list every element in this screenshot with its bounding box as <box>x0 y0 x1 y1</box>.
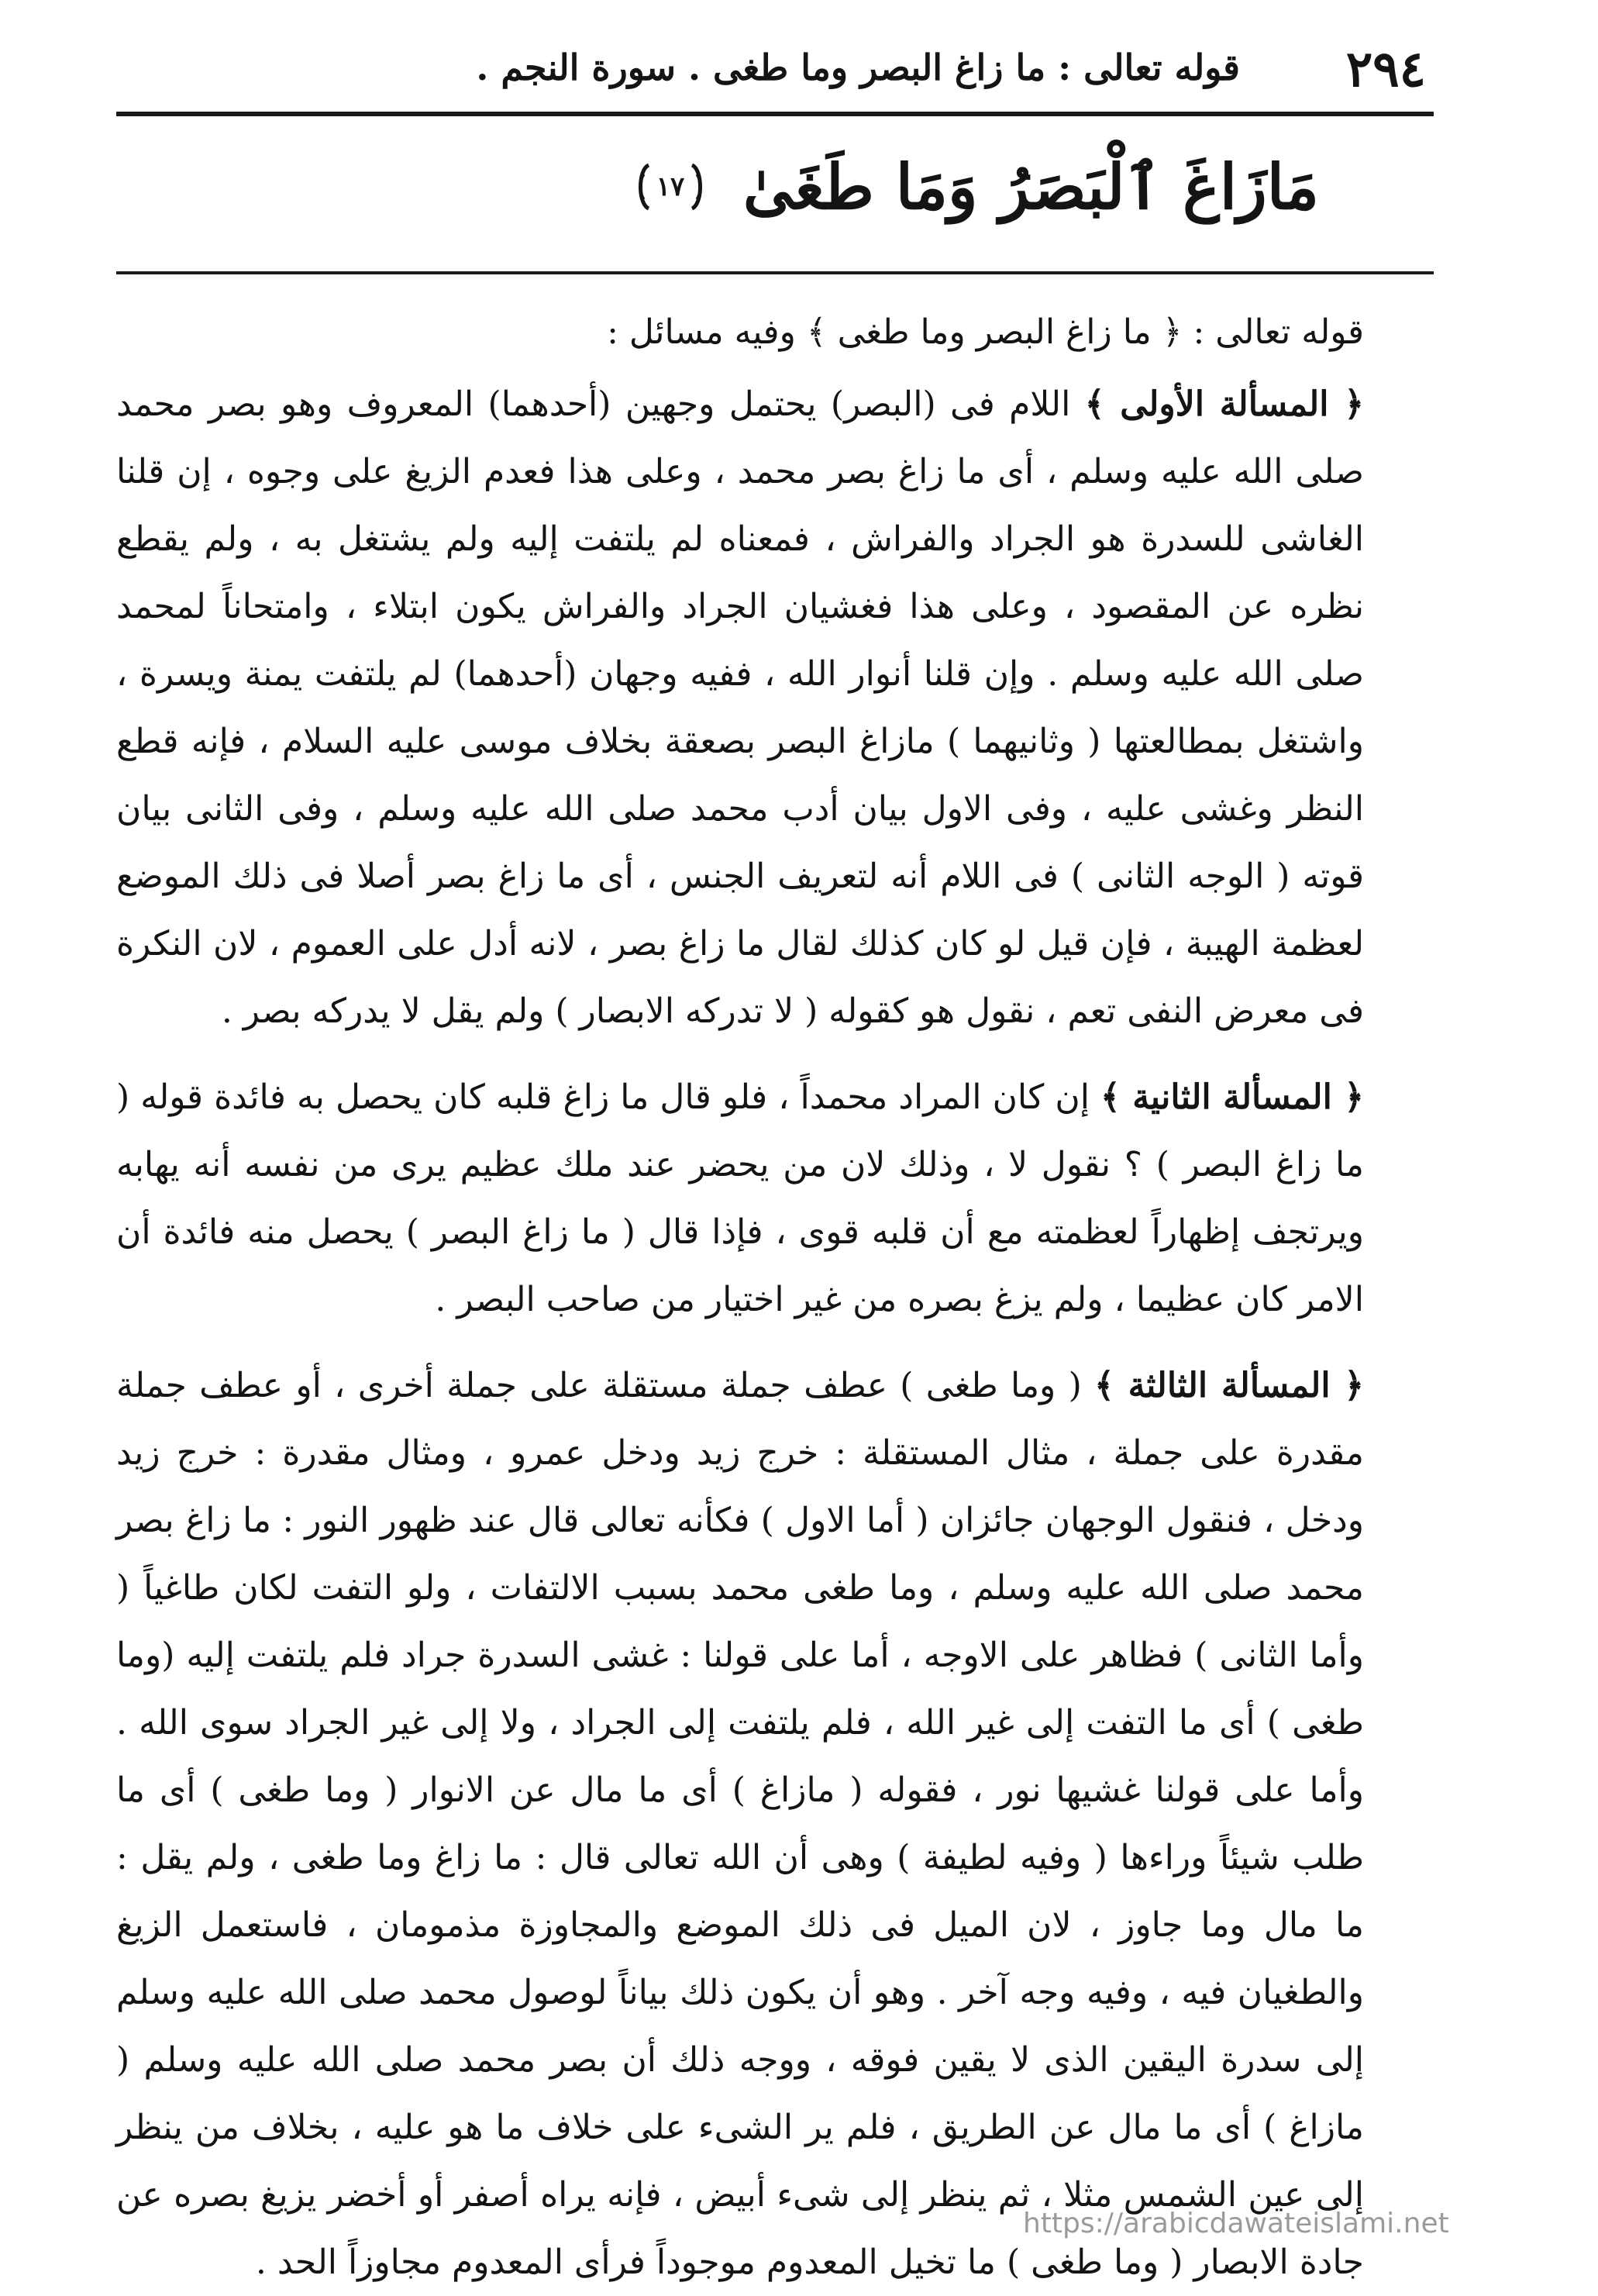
running-title: قوله تعالى : ما زاغ البصر وما طغى . سورة النجم . <box>476 47 1240 88</box>
verse-rule <box>116 271 1434 274</box>
issue-text-2: إن كان المراد محمداً ، فلو قال ما زاغ قلبه كان يحصل به فائدة قوله ( ما زاغ البصر ) ؟ نقول لا ، وذلك لان من يحضر عند ملك عظيم يرى من نفسه أنه يهابه ويرتجف إظهاراً لعظمته مع أن قلبه قوى ، فإذا قال ( ما زاغ البصر ) يحصل منه فائدة أن الامر كان عظيما ، ولم يزغ بصره من غير اختيار من صاحب البصر . <box>116 1077 1364 1319</box>
verse-text: مَازَاغَ ٱلْبَصَرُ وَمَا طَغَىٰ <box>742 150 1319 224</box>
issue-text-3: ( وما طغى ) عطف جملة مستقلة على جملة أخرى ، أو عطف جملة مقدرة على جملة ، مثال المستقلة : خرج زيد ودخل عمرو ، ومثال مقدرة : خرج زيد ودخل ، فنقول الوجهان جائزان ( أما الاول ) فكأنه تعالى قال عند ظهور النور : ما زاغ بصر محمد صلى الله عليه وسلم ، وما طغى محمد بسبب الالتفات ، ولو التفت لكان طاغياً ( وأما الثانى ) فظاهر على الاوجه ، أما على قولنا : غشى السدرة جراد فلم يلتفت إليه (وما طغى ) أى ما التفت إلى غير الله ، فلم يلتفت إلى الجراد ، ولا إلى غير الجراد سوى الله . وأما على قولنا غشيها نور ، فقوله ( مازاغ ) أى ما مال عن الانوار ( وما طغى ) أى ما طلب شيئاً وراءها ( وفيه لطيفة ) وهى أن الله تعالى قال : ما زاغ وما طغى ، ولم يقل : ما مال وما جاوز ، لان الميل فى ذلك الموضع والمجاوزة مذمومان ، فاستعمل الزيغ والطغيان فيه ، وفيه وجه آخر . وهو أن يكون ذلك بياناً لوصول محمد صلى الله عليه وسلم إلى سدرة اليقين الذى لا يقين فوقه ، ووجه ذلك أن بصر محمد صلى الله عليه وسلم ( مازاغ ) أى ما مال عن الطريق ، فلم ير الشىء على خلاف ما هو عليه ، بخلاف من ينظر إلى عين الشمس مثلا ، ثم ينظر إلى شىء أبيض ، فإنه يراه أصفر أو أخضر يزيغ بصره عن جادة الابصار ( وما طغى ) ما تخيل المعدوم موجوداً فرأى المعدوم مجاوزاً الحد . <box>116 1366 1364 2282</box>
page-number: ٢٩٤ <box>1345 40 1426 98</box>
page-header <box>155 39 1426 109</box>
intro-line: قوله تعالى : ﴿ ما زاغ البصر وما طغى ﴾ وفيه مسائل : <box>607 312 1364 352</box>
watermark-url: https://arabicdawateislami.net <box>1023 2208 1449 2239</box>
issue-heading-3: ﴿ المسألة الثالثة ﴾ <box>1094 1366 1364 1405</box>
header-rule <box>116 112 1434 116</box>
issue-heading-2: ﴿ المسألة الثانية ﴾ <box>1100 1077 1364 1117</box>
ayah-number-marker <box>633 159 708 215</box>
issue-paragraph-3 <box>116 1352 1364 2296</box>
ayah-number: ١٧ <box>656 171 685 203</box>
issue-paragraph-2 <box>116 1064 1364 1333</box>
issue-heading-1: ﴿ المسألة الأولى ﴾ <box>1084 384 1364 424</box>
quran-verse <box>544 147 1319 224</box>
issue-paragraph-1 <box>116 371 1364 1045</box>
issue-text-1: اللام فى (البصر) يحتمل وجهين (أحدهما) المعروف وهو بصر محمد صلى الله عليه وسلم ، أى ما زاغ بصر محمد ، وعلى هذا فعدم الزيغ على وجوه ، إن قلنا الغاشى للسدرة هو الجراد والفراش ، فمعناه لم يلتفت إليه ولم يشتغل به ، ولم يقطع نظره عن المقصود ، وعلى هذا فغشيان الجراد والفراش يكون ابتلاء ، وامتحاناً لمحمد صلى الله عليه وسلم . وإن قلنا أنوار الله ، ففيه وجهان (أحدهما) لم يلتفت يمنة ويسرة ، واشتغل بمطالعتها ( وثانيهما ) مازاغ البصر بصعقة بخلاف موسى عليه السلام ، فإنه قطع النظر وغشى عليه ، وفى الاول بيان أدب محمد صلى الله عليه وسلم ، وفى الثانى بيان قوته ( الوجه الثانى ) فى اللام أنه لتعريف الجنس ، أى ما زاغ بصر أصلا فى ذلك الموضع لعظمة الهيبة ، فإن قيل لو كان كذلك لقال ما زاغ بصر ، لانه أدل على العموم ، لان النكرة فى معرض النفى تعم ، نقول هو كقوله ( لا تدركه الابصار ) ولم يقل لا يدركه بصر . <box>116 384 1364 1031</box>
